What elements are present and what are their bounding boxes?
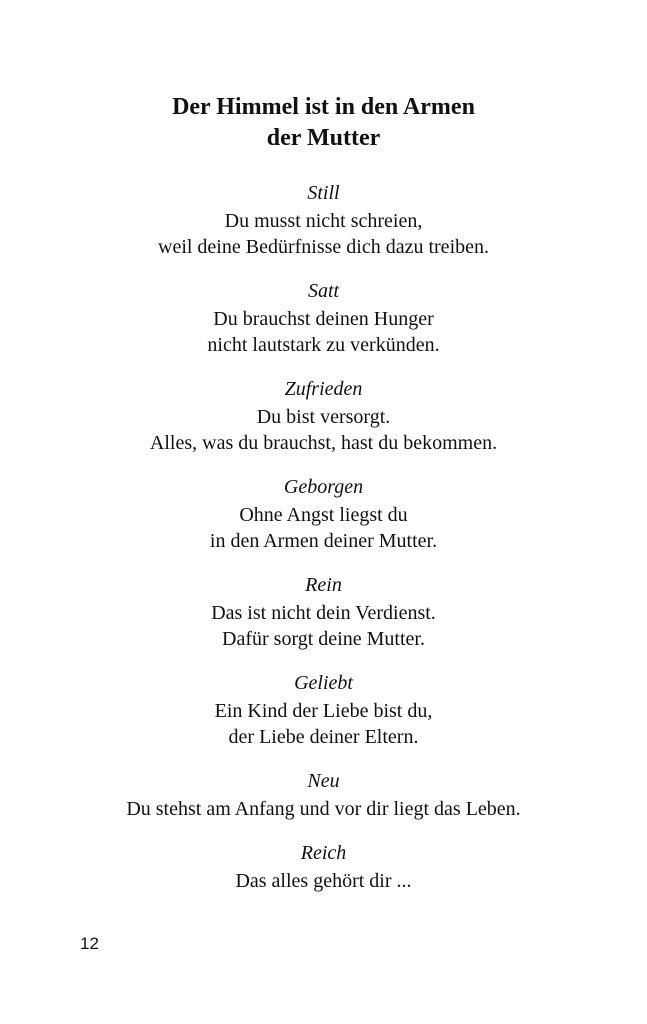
stanza-neu bbox=[0, 768, 647, 840]
stanza-zufrieden bbox=[0, 376, 647, 474]
stanza-line: Ohne Angst liegst du bbox=[239, 504, 408, 526]
stanza-line: nicht lautstark zu verkünden. bbox=[207, 334, 440, 356]
stanza-line: Das ist nicht dein Verdienst. bbox=[211, 602, 436, 624]
stanza-line: Du stehst am Anfang und vor dir liegt das Leben. bbox=[126, 798, 521, 820]
stanza-line: Du brauchst deinen Hunger bbox=[213, 308, 434, 330]
stanza-rein bbox=[0, 572, 647, 670]
stanza-reich bbox=[0, 840, 647, 912]
stanza-line: der Liebe deiner Eltern. bbox=[228, 726, 419, 748]
stanza-heading: Reich bbox=[300, 842, 347, 864]
stanza-geliebt bbox=[0, 670, 647, 768]
stanza-line: Dafür sorgt deine Mutter. bbox=[222, 628, 425, 650]
stanza-line: Ein Kind der Liebe bist du, bbox=[214, 700, 433, 722]
page-number: 12 bbox=[80, 934, 99, 953]
stanza-heading: Rein bbox=[305, 574, 342, 596]
poem-title bbox=[0, 92, 647, 154]
stanza-still bbox=[0, 180, 647, 278]
stanza-line: Du musst nicht schreien, bbox=[224, 210, 423, 232]
poem-title-line-2: der Mutter bbox=[266, 125, 381, 151]
stanza-heading: Neu bbox=[307, 770, 340, 792]
stanza-heading: Geliebt bbox=[294, 672, 353, 694]
stanza-line: Alles, was du brauchst, hast du bekommen. bbox=[149, 432, 498, 454]
stanza-heading: Still bbox=[307, 182, 340, 204]
stanza-heading: Satt bbox=[307, 280, 340, 302]
stanza-satt bbox=[0, 278, 647, 376]
stanza-geborgen bbox=[0, 474, 647, 572]
stanza-line: Du bist versorgt. bbox=[256, 406, 391, 428]
poem-body bbox=[0, 180, 647, 912]
stanza-line: weil deine Bedürfnisse dich dazu treiben. bbox=[158, 236, 489, 258]
stanza-heading: Zufrieden bbox=[284, 378, 363, 400]
stanza-line: Das alles gehört dir ... bbox=[235, 870, 412, 892]
stanza-line: in den Armen deiner Mutter. bbox=[209, 530, 438, 552]
stanza-heading: Geborgen bbox=[283, 476, 364, 498]
poem-title-line-1: Der Himmel ist in den Armen bbox=[172, 94, 475, 120]
